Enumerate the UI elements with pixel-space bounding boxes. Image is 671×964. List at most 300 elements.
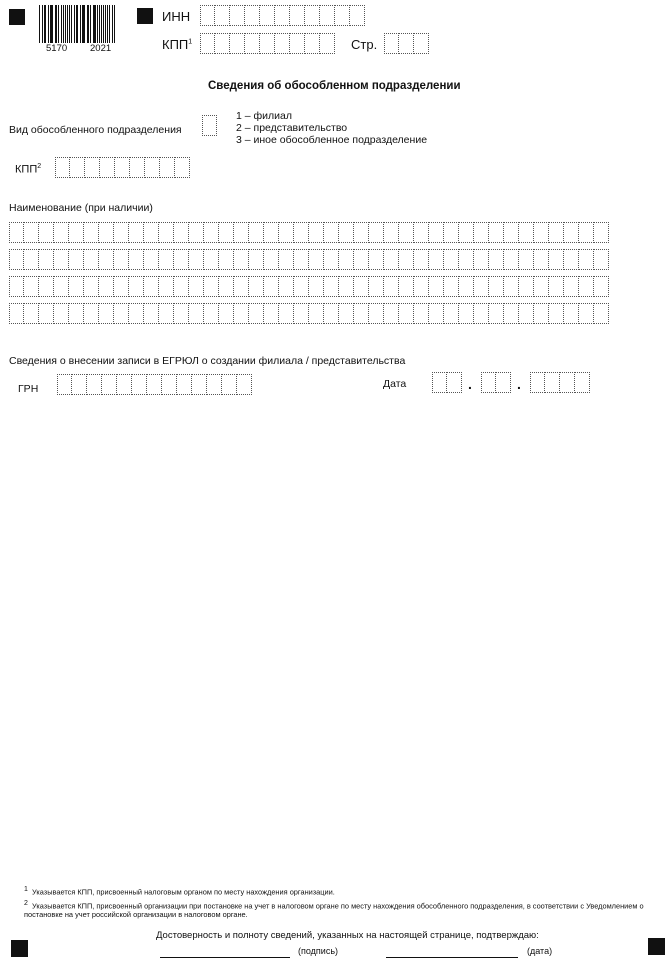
input-cell[interactable] [489,222,504,243]
division-option-3: 3 – иное обособленное подразделение [236,134,428,146]
input-cell[interactable] [102,374,117,395]
input-cell[interactable] [87,374,102,395]
input-cell[interactable] [39,222,54,243]
input-cell[interactable] [129,303,144,324]
input-cell[interactable] [9,249,24,270]
division-type-cell[interactable] [202,115,217,136]
barcode-bar [76,5,77,43]
input-cell[interactable] [429,276,444,297]
inn-cells[interactable] [200,5,365,26]
footnote-1-text: Указывается КПП, присвоенный налоговым органом по месту нахождения организации. [32,887,335,897]
confirmation-text: Достоверность и полноту сведений, указанных на настоящей странице, подтверждаю: [156,930,539,941]
barcode-bar [87,5,88,43]
input-cell[interactable] [84,276,99,297]
input-cell[interactable] [177,374,192,395]
page-label: Стр. [351,37,378,52]
input-cell[interactable] [264,249,279,270]
barcode-bar [90,5,91,43]
input-cell[interactable] [305,33,320,54]
page-title: Сведения об обособленном подразделении [208,80,461,92]
barcode-bar [69,5,70,43]
input-cell[interactable] [249,276,264,297]
barcode-bar [112,5,113,43]
input-cell[interactable] [309,276,324,297]
input-cell[interactable] [414,276,429,297]
input-cell[interactable] [384,303,399,324]
footnote-1-number: 1 [24,886,28,893]
input-cell[interactable] [39,303,54,324]
input-cell[interactable] [549,222,564,243]
barcode-caption-right: 2021 [90,43,112,54]
barcode-bar [103,5,104,43]
input-cell[interactable] [69,303,84,324]
barcode-bar [94,5,96,43]
input-cell[interactable] [204,249,219,270]
barcode-bar [63,5,64,43]
page-cells[interactable] [384,33,429,54]
input-cell[interactable] [54,276,69,297]
input-cell[interactable] [275,5,290,26]
input-cell[interactable] [204,303,219,324]
input-cell[interactable] [99,222,114,243]
barcode-caption-left: 5170 [46,43,68,54]
input-cell[interactable] [369,249,384,270]
input-cell[interactable] [234,222,249,243]
input-cell[interactable] [354,303,369,324]
kpp2-footnote-ref: 2 [37,163,42,170]
input-cell[interactable] [39,249,54,270]
barcode-bar [65,5,66,43]
input-cell[interactable] [564,222,579,243]
input-cell[interactable] [69,276,84,297]
grn-cells[interactable] [57,374,252,395]
barcode-bar [99,5,100,43]
input-cell[interactable] [144,222,159,243]
input-cell[interactable] [279,303,294,324]
input-cell[interactable] [474,276,489,297]
input-cell[interactable] [24,222,39,243]
input-cell[interactable] [249,222,264,243]
input-cell[interactable] [99,249,114,270]
input-cell[interactable] [534,249,549,270]
input-cell[interactable] [594,303,609,324]
signature-caption: (подпись) [298,946,339,956]
input-cell[interactable] [549,276,564,297]
input-cell[interactable] [234,303,249,324]
barcode-bar [58,5,59,43]
input-cell[interactable] [174,276,189,297]
input-cell[interactable] [549,303,564,324]
date-day-cells[interactable] [432,372,462,393]
input-cell[interactable] [260,5,275,26]
signature-line[interactable] [160,957,290,958]
input-cell[interactable] [279,276,294,297]
input-cell[interactable] [429,303,444,324]
input-cell[interactable] [174,222,189,243]
input-cell[interactable] [414,33,429,54]
input-cell[interactable] [399,276,414,297]
input-cell[interactable] [519,276,534,297]
input-cell[interactable] [207,374,222,395]
input-cell[interactable] [215,33,230,54]
input-cell[interactable] [24,276,39,297]
kpp2-label-text: КПП [15,163,38,176]
input-cell[interactable] [519,303,534,324]
input-cell[interactable] [399,303,414,324]
input-cell[interactable] [117,374,132,395]
barcode-bar [55,5,56,43]
barcode-bar [107,5,108,43]
input-cell[interactable] [55,157,70,178]
input-cell[interactable] [459,276,474,297]
input-cell[interactable] [399,249,414,270]
input-cell[interactable] [189,303,204,324]
date-year-cells[interactable] [530,372,590,393]
input-cell[interactable] [132,374,147,395]
barcode-bar [109,5,110,43]
kpp-label [162,37,192,52]
name-row-3[interactable] [9,276,609,297]
date-month-cells[interactable] [481,372,511,393]
input-cell[interactable] [324,303,339,324]
input-cell[interactable] [129,249,144,270]
input-cell[interactable] [399,222,414,243]
input-cell[interactable] [560,372,575,393]
input-cell[interactable] [350,5,365,26]
input-cell[interactable] [489,276,504,297]
egrul-title: Сведения о внесении записи в ЕГРЮЛ о создании филиала / представительства [9,355,406,367]
input-cell[interactable] [564,249,579,270]
footnote-2-number: 2 [24,900,28,907]
input-cell[interactable] [70,157,85,178]
input-cell[interactable] [414,303,429,324]
input-cell[interactable] [444,303,459,324]
input-cell[interactable] [459,222,474,243]
footnote-1 [24,885,644,896]
input-cell[interactable] [189,276,204,297]
input-cell[interactable] [369,303,384,324]
input-cell[interactable] [414,249,429,270]
input-cell[interactable] [290,33,305,54]
input-cell[interactable] [594,249,609,270]
barcode-bar [97,5,98,43]
input-cell[interactable] [57,374,72,395]
input-cell[interactable] [447,372,462,393]
input-cell[interactable] [519,249,534,270]
input-cell[interactable] [474,249,489,270]
date-caption: (дата) [527,946,553,956]
input-cell[interactable] [99,276,114,297]
input-cell[interactable] [264,222,279,243]
barcode-bar [42,5,43,43]
input-cell[interactable] [162,374,177,395]
input-cell[interactable] [384,276,399,297]
input-cell[interactable] [579,303,594,324]
input-cell[interactable] [219,276,234,297]
input-cell[interactable] [489,249,504,270]
barcode-bar [88,5,89,43]
corner-marker-top-left [9,9,25,25]
input-cell[interactable] [84,222,99,243]
input-cell[interactable] [9,303,24,324]
input-cell[interactable] [474,222,489,243]
input-cell[interactable] [320,33,335,54]
barcode-bar [48,5,49,43]
corner-marker-bottom-left [11,940,28,957]
input-cell[interactable] [249,303,264,324]
input-cell[interactable] [200,33,215,54]
division-option-1: 1 – филиал [236,110,292,122]
input-cell[interactable] [579,249,594,270]
input-cell[interactable] [84,303,99,324]
input-cell[interactable] [384,222,399,243]
input-cell[interactable] [534,276,549,297]
input-cell[interactable] [429,249,444,270]
barcode-bar [61,5,62,43]
input-cell[interactable] [219,222,234,243]
date-separator-2: . [517,376,521,392]
input-cell[interactable] [39,276,54,297]
date-label: Дата [383,378,407,390]
input-cell[interactable] [245,5,260,26]
input-cell[interactable] [324,222,339,243]
input-cell[interactable] [444,249,459,270]
date-separator-1: . [468,376,472,392]
input-cell[interactable] [72,374,87,395]
input-cell[interactable] [115,157,130,178]
input-cell[interactable] [549,249,564,270]
division-type-label: Вид обособленного подразделения [9,124,182,136]
barcode-bar [93,5,94,43]
input-cell[interactable] [384,249,399,270]
input-cell[interactable] [114,303,129,324]
kpp2-cells[interactable] [55,157,190,178]
input-cell[interactable] [85,157,100,178]
kpp2-label [15,163,41,176]
input-cell[interactable] [129,276,144,297]
input-cell[interactable] [159,249,174,270]
input-cell[interactable] [339,222,354,243]
input-cell[interactable] [575,372,590,393]
input-cell[interactable] [84,249,99,270]
input-cell[interactable] [564,276,579,297]
input-cell[interactable] [100,157,115,178]
input-cell[interactable] [294,303,309,324]
input-cell[interactable] [579,222,594,243]
input-cell[interactable] [159,303,174,324]
input-cell[interactable] [204,222,219,243]
input-cell[interactable] [130,157,145,178]
barcode-bar [39,5,40,43]
barcode-bar [67,5,68,43]
barcode-bar [44,5,45,43]
input-cell[interactable] [432,372,447,393]
corner-marker-top-mid [137,8,153,24]
input-cell[interactable] [320,5,335,26]
input-cell[interactable] [496,372,511,393]
input-cell[interactable] [324,249,339,270]
input-cell[interactable] [594,222,609,243]
input-cell[interactable] [481,372,496,393]
input-cell[interactable] [175,157,190,178]
corner-marker-bottom-right [648,938,665,955]
input-cell[interactable] [237,374,252,395]
input-cell[interactable] [24,249,39,270]
input-cell[interactable] [54,303,69,324]
input-cell[interactable] [564,303,579,324]
input-cell[interactable] [444,222,459,243]
input-cell[interactable] [309,222,324,243]
input-cell[interactable] [144,303,159,324]
input-cell[interactable] [260,33,275,54]
input-cell[interactable] [24,303,39,324]
name-row-1[interactable] [9,222,609,243]
input-cell[interactable] [324,276,339,297]
input-cell[interactable] [174,303,189,324]
input-cell[interactable] [204,276,219,297]
input-cell[interactable] [279,222,294,243]
input-cell[interactable] [69,222,84,243]
grn-label: ГРН [18,383,39,395]
input-cell[interactable] [294,276,309,297]
barcode-bar [83,5,84,43]
name-row-2[interactable] [9,249,609,270]
input-cell[interactable] [534,303,549,324]
input-cell[interactable] [354,222,369,243]
input-cell[interactable] [414,222,429,243]
input-cell[interactable] [249,249,264,270]
input-cell[interactable] [145,157,160,178]
input-cell[interactable] [234,276,249,297]
input-cell[interactable] [114,249,129,270]
input-cell[interactable] [159,276,174,297]
kpp-footnote-ref: 1 [188,38,193,46]
input-cell[interactable] [504,303,519,324]
input-cell[interactable] [219,249,234,270]
input-cell[interactable] [147,374,162,395]
input-cell[interactable] [504,276,519,297]
footnote-2-text: Указывается КПП, присвоенный организации при постановке на учет в налоговом органе по месту нахождения обособленного подразделения, в соответствии с Уведомлением о постановке на учет российской организации в налоговом органе. [24,901,644,920]
input-cell[interactable] [54,222,69,243]
inn-label: ИНН [162,9,191,24]
input-cell[interactable] [114,276,129,297]
input-cell[interactable] [159,222,174,243]
input-cell[interactable] [384,33,399,54]
input-cell[interactable] [230,33,245,54]
input-cell[interactable] [399,33,414,54]
barcode-bar [77,5,78,43]
input-cell[interactable] [9,276,24,297]
input-cell[interactable] [275,33,290,54]
input-cell[interactable] [189,222,204,243]
barcode-bar [80,5,81,43]
barcode-bar [56,5,57,43]
input-cell[interactable] [9,222,24,243]
input-cell[interactable] [504,249,519,270]
input-cell[interactable] [354,249,369,270]
input-cell[interactable] [444,276,459,297]
input-cell[interactable] [114,222,129,243]
input-cell[interactable] [54,249,69,270]
input-cell[interactable] [290,5,305,26]
input-cell[interactable] [519,222,534,243]
division-option-2: 2 – представительство [236,122,348,134]
input-cell[interactable] [530,372,545,393]
input-cell[interactable] [264,303,279,324]
input-cell[interactable] [219,303,234,324]
input-cell[interactable] [69,249,84,270]
input-cell[interactable] [245,33,260,54]
input-cell[interactable] [144,249,159,270]
input-cell[interactable] [222,374,237,395]
input-cell[interactable] [309,249,324,270]
input-cell[interactable] [474,303,489,324]
input-cell[interactable] [545,372,560,393]
kpp-label-text: КПП [162,37,189,52]
input-cell[interactable] [174,249,189,270]
barcode-bar [101,5,102,43]
input-cell[interactable] [339,303,354,324]
input-cell[interactable] [504,222,519,243]
input-cell[interactable] [230,5,245,26]
input-cell[interactable] [160,157,175,178]
input-cell[interactable] [144,276,159,297]
input-cell[interactable] [234,249,249,270]
input-cell[interactable] [200,5,215,26]
input-cell[interactable] [369,222,384,243]
input-cell[interactable] [339,249,354,270]
input-cell[interactable] [459,303,474,324]
footnote-2 [24,899,644,919]
barcode-icon [39,5,115,43]
input-cell[interactable] [339,276,354,297]
input-cell[interactable] [579,276,594,297]
input-cell[interactable] [489,303,504,324]
input-cell[interactable] [192,374,207,395]
kpp-cells[interactable] [200,33,335,54]
input-cell[interactable] [189,249,204,270]
input-cell[interactable] [594,276,609,297]
barcode-bar [114,5,115,43]
barcode-bar [71,5,73,43]
input-cell[interactable] [294,222,309,243]
barcode-bar [50,5,51,43]
input-cell[interactable] [369,276,384,297]
input-cell[interactable] [279,249,294,270]
barcode-bar [82,5,83,43]
input-cell[interactable] [354,276,369,297]
input-cell[interactable] [429,222,444,243]
date-line[interactable] [386,957,518,958]
input-cell[interactable] [534,222,549,243]
barcode-bar [51,5,53,43]
barcode-bar [74,5,75,43]
input-cell[interactable] [99,303,114,324]
barcode-bar [105,5,106,43]
input-cell[interactable] [305,5,320,26]
input-cell[interactable] [129,222,144,243]
barcode-bar [45,5,46,43]
input-cell[interactable] [202,115,217,136]
name-label: Наименование (при наличии) [9,202,153,214]
input-cell[interactable] [294,249,309,270]
input-cell[interactable] [459,249,474,270]
input-cell[interactable] [335,5,350,26]
name-row-4[interactable] [9,303,609,324]
input-cell[interactable] [264,276,279,297]
input-cell[interactable] [215,5,230,26]
input-cell[interactable] [309,303,324,324]
